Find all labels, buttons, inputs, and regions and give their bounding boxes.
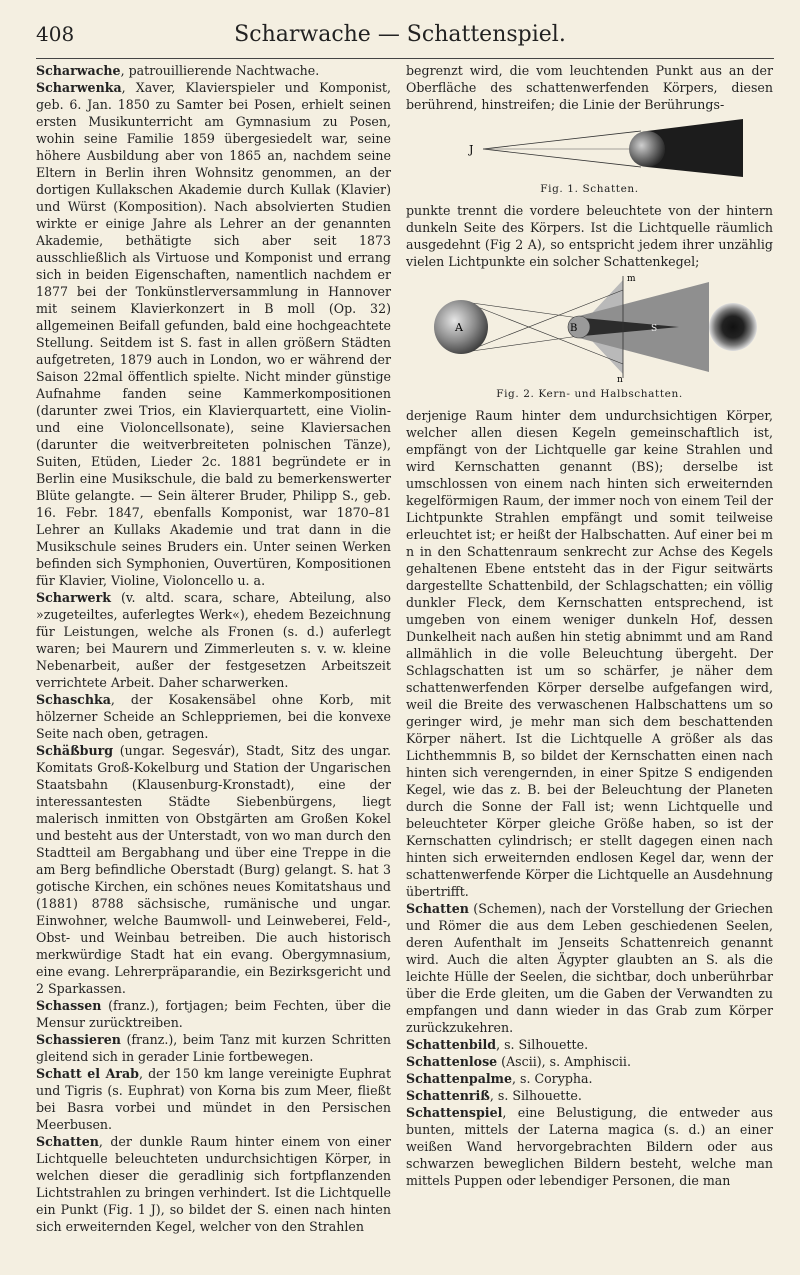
entry-text: (franz.), beim Tanz mit kurzen Schritten gleitend sich in gerader Linie fortbewegen. [36,1032,391,1064]
page-number: 408 [36,22,75,46]
headword: Schäßburg [36,743,114,758]
headword: Schattenriß [406,1088,490,1103]
entry-schattenspiel [406,1104,773,1189]
headword: Schattenbild [406,1037,497,1052]
headword: Schassen [36,998,102,1013]
figure-1-caption: Fig. 1. Schatten. [540,183,639,195]
figure-1-shadow-diagram [425,115,755,179]
headword: Schatt el Arab [36,1066,139,1081]
headword: Scharwache [36,63,121,78]
entry-text: (Ascii), s. Amphiscii. [497,1054,631,1069]
entry-text: , Xaver, Klavierspieler und Komponist, geb. 6. Jan. 1850 zu Samter bei Posen, erhielt seinen ersten Musikunterricht am Gymnasium zu Posen, wohin seine Familie 1859 übergesiedelt war, seine höhere Ausbildung aber von 1865 an, nachdem seine Eltern in Berlin ihren Wohnsitz genommen, an der dortigen Kullakschen Akademie durch Kullak (Klavier) und Würst (Komposition). Nach absolvierten Studien wirkte er einige Jahre als Lehrer an der genannten Akademie, bethätigte sich aber seit 1873 ausschließlich als Virtuose und Komponist und errang sich in beiden Eigenschaften, namentlich nachdem er 1877 bei der Tonkünstlerversammlung in Hannover mit seinem Klavierkonzert in B moll (Op. 32) allgemeinen Beifall gefunden, bald eine hochgeachtete Stellung. Seitdem ist S. fast in allen größern Städten aufgetreten, 1879 auch in London, wo er während der Saison 22mal öffentlich spielte. Nicht minder günstige Aufnahme fanden seine Kammerkompositionen (darunter zwei Trios, ein Klavierquartett, eine Violin- und eine Violoncellsonate), seine Klaviersachen (darunter die weitverbreiteten polnischen Tänze), Suiten, Etüden, Lieder 2c. 1881 begründete er in Berlin eine Musikschule, die bald zu bemerkenswerter Blüte gelangte. — Sein älterer Bruder, Philipp S., geb. 16. Febr. 1847, ebenfalls Komponist, war 1870–81 Lehrer an Kullaks Akademie und trat dann in die Musikschule seines Bruders ein. Unter seinen Werken befinden sich Symphonien, Ouvertüren, Kompositionen für Klavier, Violine, Violoncello u. a. [36,80,391,588]
entry-schaschka [36,691,391,742]
entry-text: , patrouillierende Nachtwache. [120,63,320,78]
entry-text: , s. Silhouette. [489,1088,582,1103]
entry-schassieren [36,1031,391,1065]
entry-schattenpalme [406,1070,773,1087]
entry-text: (Schemen), nach der Vorstellung der Griechen und Römer die aus dem Leben geschiedenen Seelen, deren Aufenthalt im Jenseits Schattenreich genannt wird. Auch die alten Ägypter glaubten an S. als die leichte Hülle der Seelen, die sichtbar, doch unberührbar über die Erde gleiten, um die Gaben der Verwandten zu empfangen und dann wieder in das Grab zum Körper zurückzukehren. [406,901,773,1035]
schatten-paragraph-2: punkte trennt die vordere beleuchtete von der hintern dunkeln Seite des Körpers. Ist die Lichtquelle räumlich ausgedehnt (Fig 2 A), so entspricht jedem ihrer unzählig vielen Lichtpunkte ein solcher Schattenkegel; [406,203,773,269]
entry-schaessburg [36,742,391,997]
entry-text: (franz.), fortjagen; beim Fechten, über die Mensur zurücktreiben. [36,998,391,1030]
entry-scharwache [36,62,391,79]
headword: Scharwerk [36,590,111,605]
figure-2 [406,272,773,403]
fig1-ray-bottom [483,149,641,167]
headword: Schattenpalme [406,1071,512,1086]
headword: Schattenlose [406,1054,498,1069]
entry-text: , der Kosakensäbel ohne Korb, mit hölzerner Scheide an Schleppriemen, bei die konvexe Seite nach oben, getragen. [36,692,391,741]
entry-text: , eine Belustigung, die entweder aus bunten, mittels der Laterna magica (s. d.) an einer weißen Wand hervorgebrachten Bildern oder aus schwarzen beweglichen Bildern besteht, welche man mittels Puppen oder lebendiger Personen, die man [406,1105,773,1188]
schatten-continuation: begrenzt wird, die vom leuchtenden Punkt aus an der Oberfläche des schattenwerfenden Körpers, diesen berührend, hinstreifen; die Linie der Berührungs- [406,63,773,112]
headword: Scharwenka [36,80,122,95]
entry-text: , der 150 km lange vereinigte Euphrat und Tigris (s. Euphrat) von Korna bis zum Meer, fließt bei Basra vorbei und mündet in den Persischen Meerbusen. [36,1066,391,1132]
entry-schatten [36,1133,391,1235]
figure-2-caption: Fig. 2. Kern- und Halbschatten. [496,388,683,400]
fig2-label-b: B [570,323,578,334]
entry-scharwerk [36,589,391,691]
left-column [36,62,391,1235]
fig1-label-j: J [468,143,473,156]
right-column [406,62,773,1189]
entry-schatten-schemen [406,900,773,1036]
schatten-paragraph-3: derjenige Raum hinter dem undurchsichtigen Körper, welcher allen diesen Kegeln gemeinschaftlich ist, empfängt von der Lichtquelle gar keine Strahlen und wird Kernschatten genannt (BS); derselbe ist umschlossen von einem nach hinten sich erweiternden kegelförmigen Raum, der immer noch von einem Teil der Lichtpunkte Strahlen empfängt und somit teilweise erleuchtet ist; er heißt der Halbschatten. Auf einer bei m n in den Schattenraum senkrecht zur Achse des Kegels gehaltenen Ebene entsteht das in der Figur seitwärts dargestellte Schattenbild, der Schlagschatten; ein völlig dunkler Fleck, dem Kernschatten entsprechend, ist umgeben von einem weniger dunkeln Hof, dessen Dunkelheit nach außen hin stetig abnimmt und am Rand allmählich in die volle Beleuchtung übergeht. Der Schlagschatten ist um so schärfer, je näher dem schattenwerfenden Körper derselbe aufgefangen wird, weil die Breite des verwaschenen Halbschattens um so geringer wird, je mehr man sich dem beschattenden Körper nähert. Ist die Lichtquelle A größer als das Lichthemmnis B, so bildet der Kernschatten einen nach hinten sich verengernden, in einer Spitze S endigenden Kegel, wie das z. B. bei der Beleuchtung der Planeten durch die Sonne der Fall ist; wenn Lichtquelle und beleuchteter Körper gleiche Größe haben, so ist der Kernschatten cylindrisch; er stellt dagegen einen nach hinten sich erweiternden endlosen Kegel dar, wenn der schattenwerfende Körper die Lichtquelle an Ausdehnung übertrifft. [406,408,773,899]
fig2-label-a: A [455,321,463,334]
figure-2-umbra-penumbra-diagram [417,272,762,384]
fig1-opaque-sphere [629,131,665,167]
entry-schattenlose [406,1053,773,1070]
fig2-label-m: m [627,274,636,284]
headword: Schattenspiel [406,1105,503,1120]
entry-text: , s. Silhouette. [496,1037,589,1052]
header-rule [36,58,774,59]
entry-text: , der dunkle Raum hinter einem von einer Lichtquelle beleuchteten undurchsichtigen Körper, in welchen dieser die geradlinig sich fortpflanzenden Lichtstrahlen zu bringen verhindert. Ist die Lichtquelle ein Punkt (Fig. 1 J), so bildet der S. einen nach hinten sich erweiternden Kegel, welcher von den Strahlen [36,1134,391,1234]
entry-schattenbild [406,1036,773,1053]
entry-schatt-el-arab [36,1065,391,1133]
entry-scharwenka [36,79,391,589]
entry-schattenriss [406,1087,773,1104]
entry-schassen [36,997,391,1031]
headword: Schassieren [36,1032,121,1047]
headword: Schatten [406,901,469,916]
fig2-cast-shadow [709,303,757,351]
headword: Schatten [36,1134,99,1149]
entry-text: (v. altd. scara, schare, Abteilung, also »zugeteiltes, auferlegtes Werk«), ehedem Bezeichnung für Leistungen, welche als Fronen (s. d.) auferlegt waren; bei Maurern und Zimmerleuten s. v. w. kleine Nebenarbeit, außer der festgesetzen Arbeitszeit verrichtete Arbeit. Daher scharwerken. [36,590,391,690]
running-head: Scharwache — Schattenspiel. [234,22,566,47]
fig1-ray-top [483,131,641,149]
fig2-label-n: n [617,375,623,384]
fig2-label-s: S [651,324,658,334]
figure-1 [406,115,773,198]
entry-text: (ungar. Segesvár), Stadt, Sitz des ungar. Komitats Groß-Kokelburg und Station der Ungarischen Staatsbahn (Klausenburg-Kronstadt), eine der interessantesten Städte Siebenbürgens, liegt malerisch inmitten von Obstgärten am Großen Kokel und besteht aus der Unterstadt, von wo man durch den Stadtteil am Bergabhang und über eine Treppe in die am Berg befindliche Oberstadt (Burg) gelangt. S. hat 3 gotische Kirchen, ein schönes neues Komitatshaus und (1881) 8788 sächsische, rumänische und ungar. Einwohner, welche Baumwoll- und Leinweberei, Feld-, Obst- und Weinbau betreiben. Die auch historisch merkwürdige Stadt hat ein evang. Obergymnasium, eine evang. Lehrerpräparandie, ein Bezirksgericht und 2 Sparkassen. [36,743,391,996]
headword: Schaschka [36,692,111,707]
entry-text: , s. Corypha. [511,1071,593,1086]
